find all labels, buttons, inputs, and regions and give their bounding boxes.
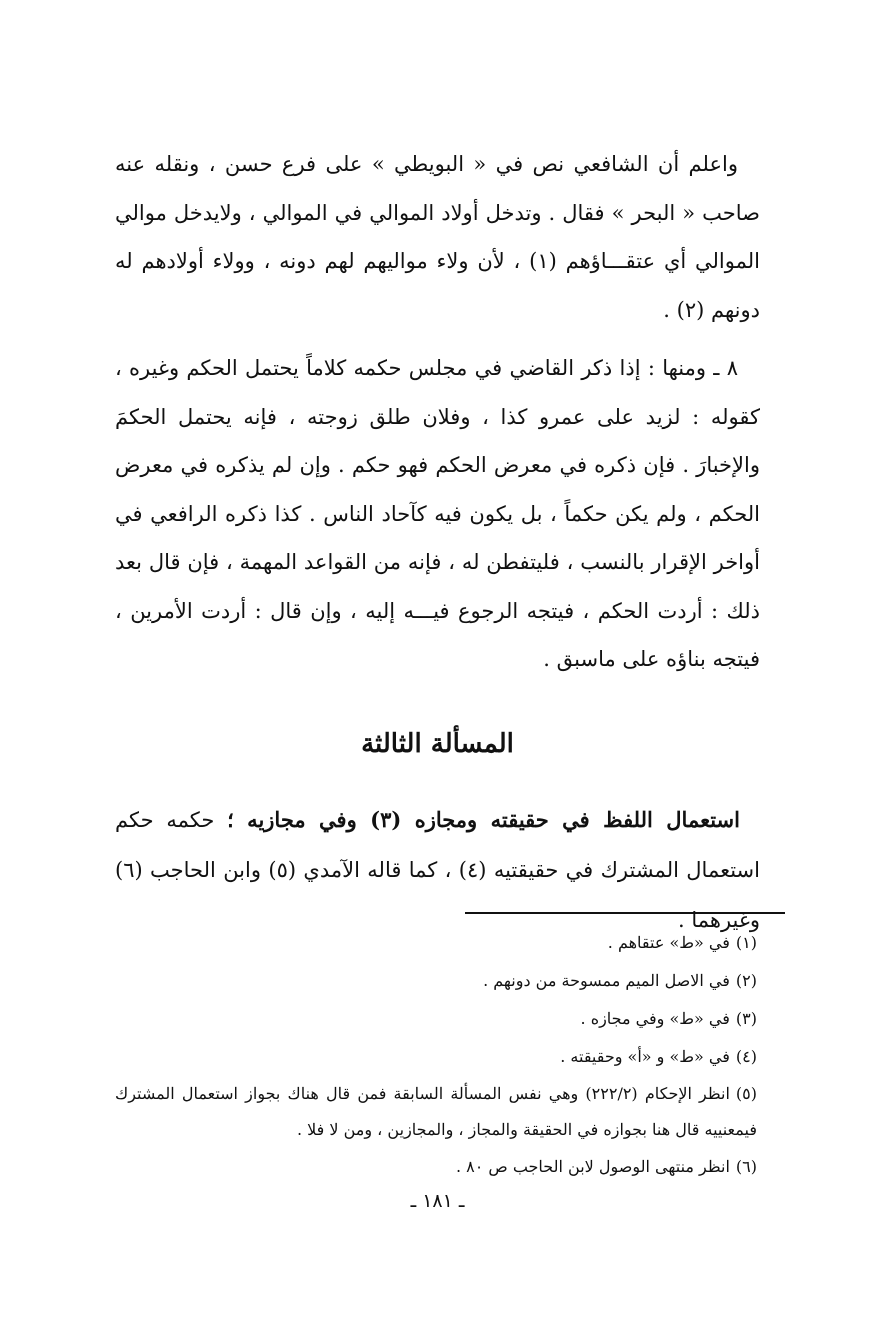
footnote-text: في «ط» عتقاهم . [607,933,730,952]
section-statement [115,795,760,945]
section-heading: المسألة الثالثة [361,729,514,759]
footnote-number: (١) [735,933,757,952]
footnote-text: انظر منتهى الوصول لابن الحاجب ص ٨٠ . [455,1157,730,1176]
footnote-item [115,1000,757,1038]
footnote-text: في «ط» وفي مجازه . [580,1009,730,1028]
footnote-text: في الاصل الميم ممسوحة من دونهم . [483,971,730,990]
footnote-item [115,1038,757,1076]
footnote-number: (٣) [735,1009,757,1028]
footnotes [115,924,757,1186]
section-statement-rest: حكمه حكم استعمال المشترك في حقيقتيه (٤) ، كما قاله الآمدي (٥) وابن الحاجب (٦) وغيرهما . [115,808,760,932]
section-statement-lead: استعمال اللفظ في حقيقته ومجازه (٣) وفي مجازيه ؛ [227,807,740,832]
footnote-item [115,1148,757,1186]
footnote-text: في «ط» و «أ» وحقيقته . [560,1047,730,1066]
footnote-number: (٤) [735,1047,757,1066]
paragraph-note-on-buwayti: واعلم أن الشافعي نص في « البويطي » على فرع حسن ، ونقله عنه صاحب « البحر » فقال . وتدخل أولاد الموالي في الموالي ، ولايدخل موالي الموالي أي عتقـــاؤهم (١) ، لأن ولاء مواليهم لهم دونه ، وولاء أولادهم له دونهم (٢) . [115,152,760,322]
footnote-separator [465,912,785,914]
footnote-number: (٦) [735,1157,757,1176]
footnote-item [115,1076,757,1148]
footnote-text: انظر الإحكام (٢٢٢/٢) وهي نفس المسألة السابقة فمن قال هناك بجواز استعمال المشترك فيمعنييه قال هنا بجوازه في الحقيقة والمجاز ، والمجازين ، ومن لا فلا . [115,1084,757,1139]
main-text [115,140,760,684]
footnote-item [115,962,757,1000]
footnote-item [115,924,757,962]
footnote-number: (٢) [735,971,757,990]
paragraph-item-8: ٨ ـ ومنها : إذا ذكر القاضي في مجلس حكمه كلاماً يحتمل الحكم وغيره ، كقوله : لزيد على عمرو كذا ، وفلان طلق زوجته ، فإنه يحتمل الحكمَ والإخبارَ . فإن ذكره في معرض الحكم فهو حكم . وإن لم يذكره في معرض الحكم ، ولم يكن حكماً ، بل يكون فيه كآحاد الناس . كذا ذكره الرافعي في أواخر الإقرار بالنسب ، فليتفطن له ، فإنه من القواعد المهمة ، فإن قال بعد ذلك : أردت الحكم ، فيتجه الرجوع فيـــه إليه ، وإن قال : أردت الأمرين ، فيتجه بناؤه على ماسبق . [115,356,760,671]
page-number: ـ ١٨١ ـ [410,1190,465,1212]
footnote-number: (٥) [735,1084,758,1103]
